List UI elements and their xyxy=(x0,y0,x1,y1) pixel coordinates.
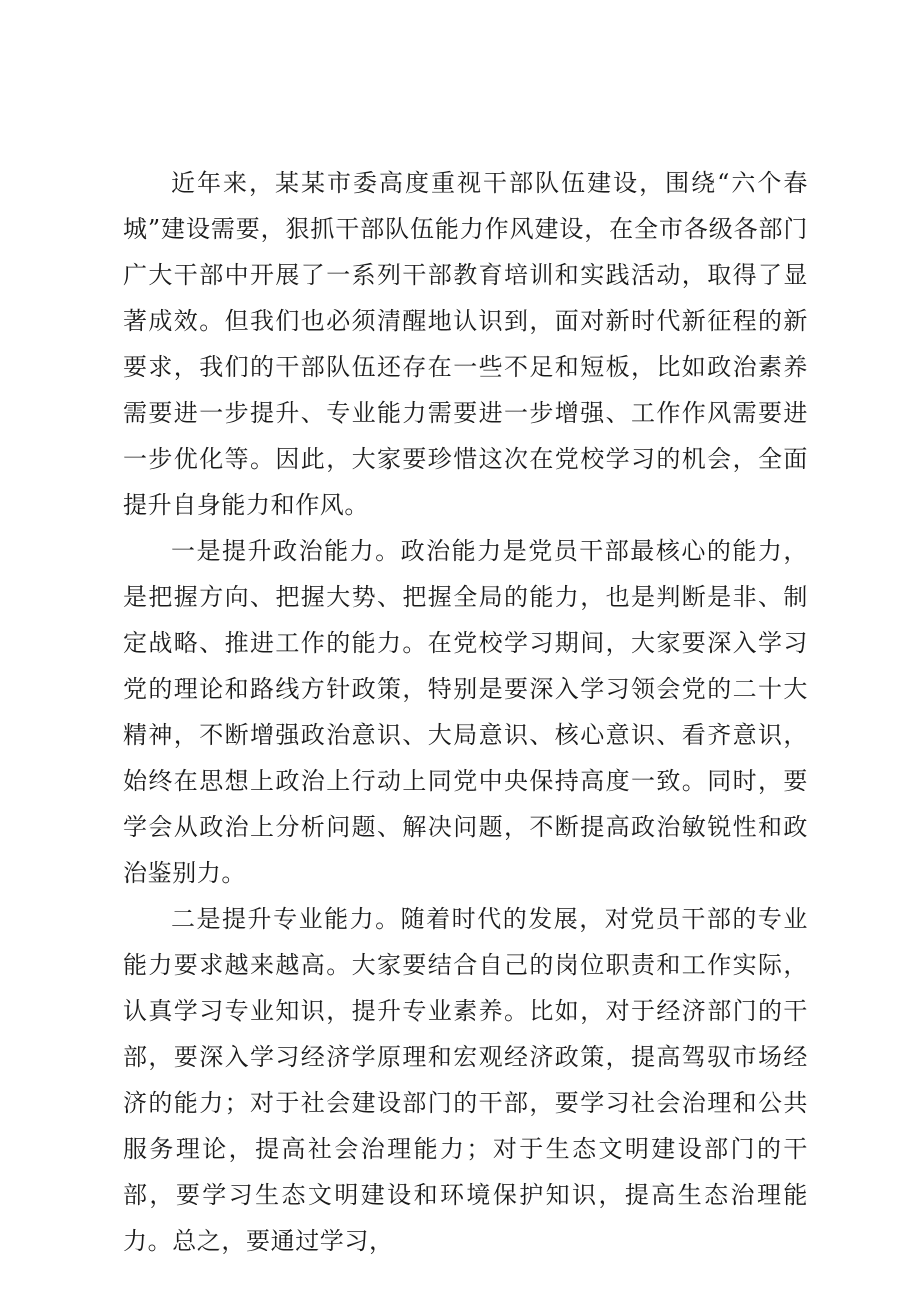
paragraph-intro: 近年来，某某市委高度重视干部队伍建设，围绕“六个春城”建设需要，狠抓干部队伍能力作风建设，在全市各级各部门广大干部中开展了一系列干部教育培训和实践活动，取得了显著成效。但我们也必须清醒地认识到，面对新时代新征程的新要求，我们的干部队伍还存在一些不足和短板，比如政治素养需要进一步提升、专业能力需要进一步增强、工作作风需要进一步优化等。因此，大家要珍惜这次在党校学习的机会，全面提升自身能力和作风。 xyxy=(123,169,808,519)
document-body xyxy=(123,160,808,1264)
paragraph-professional-ability: 二是提升专业能力。随着时代的发展，对党员干部的专业能力要求越来越高。大家要结合自己的岗位职责和工作实际，认真学习专业知识，提升专业素养。比如，对于经济部门的干部，要深入学习经济学原理和宏观经济政策，提高驾驭市场经济的能力；对于社会建设部门的干部，要学习社会治理和公共服务理论，提高社会治理能力；对于生态文明建设部门的干部，要学习生态文明建设和环境保护知识，提高生态治理能力。总之，要通过学习， xyxy=(123,905,808,1255)
paragraph-political-ability: 一是提升政治能力。政治能力是党员干部最核心的能力，是把握方向、把握大势、把握全局的能力，也是判断是非、制定战略、推进工作的能力。在党校学习期间，大家要深入学习党的理论和路线方针政策，特别是要深入学习领会党的二十大精神，不断增强政治意识、大局意识、核心意识、看齐意识，始终在思想上政治上行动上同党中央保持高度一致。同时，要学会从政治上分析问题、解决问题，不断提高政治敏锐性和政治鉴别力。 xyxy=(123,537,808,887)
